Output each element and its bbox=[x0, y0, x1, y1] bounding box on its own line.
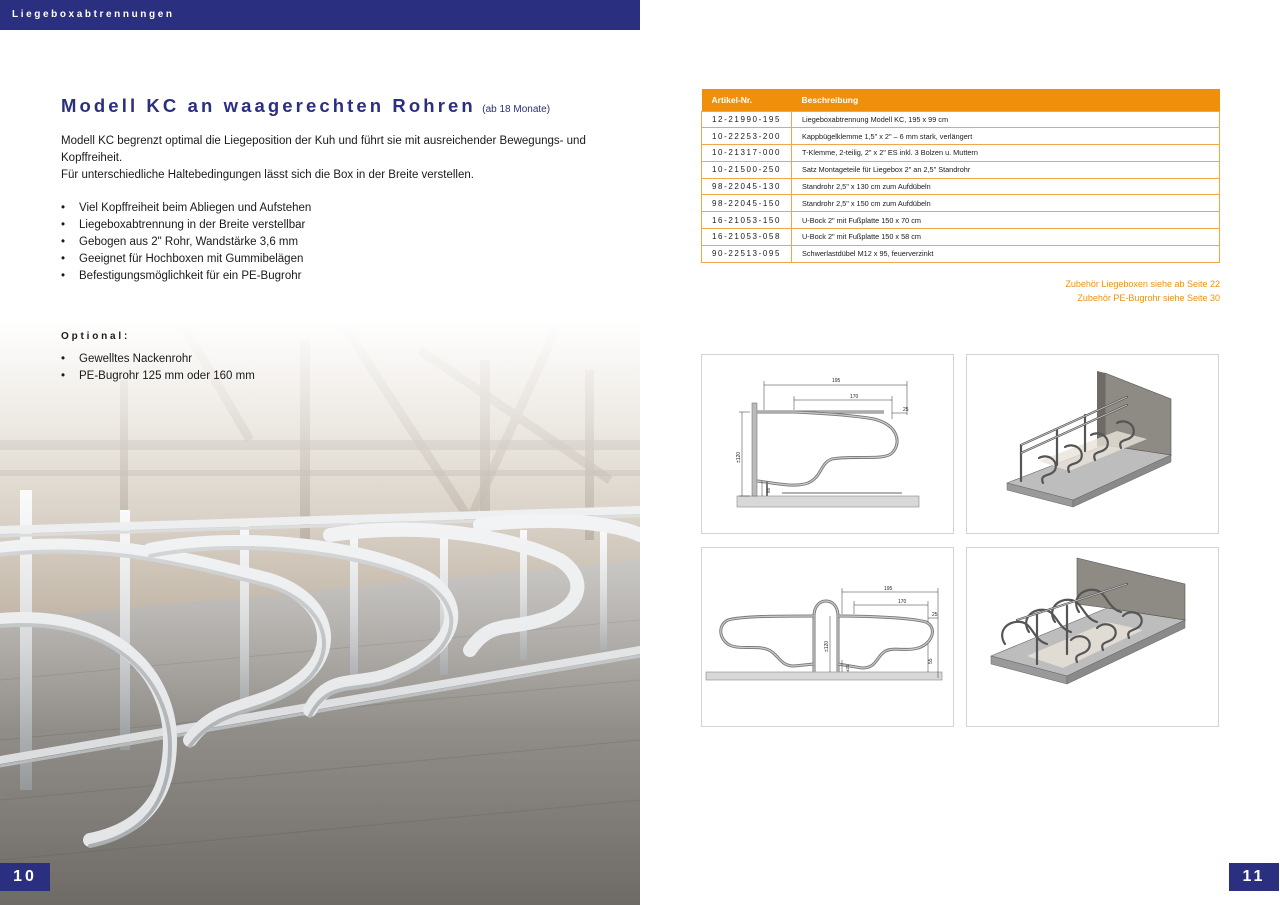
article-description: Standrohr 2,5" x 150 cm zum Aufdübeln bbox=[792, 195, 1220, 212]
article-description: U-Bock 2" mit Fußplatte 150 x 58 cm bbox=[792, 229, 1220, 246]
table-row bbox=[702, 229, 1220, 246]
article-nr: 16-21053-150 bbox=[702, 212, 792, 229]
article-nr: 10-22253-200 bbox=[702, 128, 792, 145]
article-description: U-Bock 2" mit Fußplatte 150 x 70 cm bbox=[792, 212, 1220, 229]
intro-text bbox=[61, 133, 601, 184]
table-row bbox=[702, 128, 1220, 145]
accessory-reference-liegeboxen: Zubehör Liegeboxen siehe ab Seite 22 bbox=[1065, 279, 1220, 289]
article-nr: 12-21990-195 bbox=[702, 111, 792, 128]
intro-line-1: Modell KC begrenzt optimal die Liegeposition der Kuh und führt sie mit ausreichender Bewegungs- und Kopffreiheit. bbox=[61, 135, 586, 164]
table-row bbox=[702, 145, 1220, 162]
drawing-side-view-double bbox=[701, 547, 954, 727]
intro-line-2: Für unterschiedliche Haltebedingungen lässt sich die Box in der Breite verstellen. bbox=[61, 169, 474, 181]
drawing1-dim-inner: 170 bbox=[850, 394, 859, 400]
product-title-sub: (ab 18 Monate) bbox=[482, 104, 551, 115]
page-number-right: 11 bbox=[1229, 863, 1279, 891]
article-description: Schwerlastdübel M12 x 95, feuerverzinkt bbox=[792, 245, 1220, 262]
drawing2-dim-height: ±120 bbox=[824, 640, 830, 652]
article-nr: 98-22045-130 bbox=[702, 178, 792, 195]
drawing1-dim-end: 25 bbox=[903, 407, 909, 413]
drawing2-dim-inner: 170 bbox=[898, 599, 907, 605]
drawing2-dim-end: 25 bbox=[932, 612, 938, 618]
product-title bbox=[61, 95, 550, 117]
table-row bbox=[702, 212, 1220, 229]
article-nr: 90-22513-095 bbox=[702, 245, 792, 262]
feature-item: • Befestigungsmöglichkeit für ein PE-Bugrohr bbox=[61, 268, 311, 285]
table-row bbox=[702, 178, 1220, 195]
feature-item: • Viel Kopffreiheit beim Abliegen und Aufstehen bbox=[61, 200, 311, 217]
drawing1-dim-total: 195 bbox=[832, 378, 841, 384]
optional-item: • Gewelltes Nackenrohr bbox=[61, 351, 255, 368]
product-title-main: Modell KC an waagerechten Rohren bbox=[61, 95, 476, 116]
drawing2-dim-low: ±21 bbox=[845, 664, 850, 672]
article-description: Satz Montageteile für Liegebox 2" an 2,5" Standrohr bbox=[792, 161, 1220, 178]
drawing2-dim-total: 195 bbox=[884, 586, 893, 592]
stall-photo bbox=[0, 320, 640, 905]
drawing-isometric-wall bbox=[966, 354, 1219, 534]
drawing-side-view-wall bbox=[701, 354, 954, 534]
optional-heading: Optional: bbox=[61, 331, 131, 342]
feature-item: • Liegeboxabtrennung in der Breite verstellbar bbox=[61, 217, 311, 234]
optional-item: • PE-Bugrohr 125 mm oder 160 mm bbox=[61, 368, 255, 385]
optional-list bbox=[61, 351, 255, 385]
page-number-left: 10 bbox=[0, 863, 50, 891]
article-description: Kappbügelklemme 1,5" x 2" – 6 mm stark, verlängert bbox=[792, 128, 1220, 145]
article-nr: 98-22045-150 bbox=[702, 195, 792, 212]
table-row bbox=[702, 245, 1220, 262]
feature-item: • Geeignet für Hochboxen mit Gummibelägen bbox=[61, 251, 311, 268]
article-description: Liegeboxabtrennung Modell KC, 195 x 99 cm bbox=[792, 111, 1220, 128]
article-description: T-Klemme, 2-teilig, 2" x 2" ES inkl. 3 Bolzen u. Muttern bbox=[792, 145, 1220, 162]
drawing1-dim-height: ±120 bbox=[736, 451, 742, 463]
drawing2-dim-right: 55 bbox=[928, 658, 934, 664]
article-nr: 10-21317-000 bbox=[702, 145, 792, 162]
article-nr: 10-21500-250 bbox=[702, 161, 792, 178]
table-header-row bbox=[702, 89, 1220, 111]
accessory-reference-bugrohr: Zubehör PE-Bugrohr siehe Seite 30 bbox=[1077, 293, 1220, 303]
table-row bbox=[702, 161, 1220, 178]
drawing1-dim-low: 55 bbox=[766, 487, 771, 493]
article-description: Standrohr 2,5" x 130 cm zum Aufdübeln bbox=[792, 178, 1220, 195]
table-row bbox=[702, 195, 1220, 212]
column-header-description: Beschreibung bbox=[792, 89, 1220, 111]
column-header-article-nr: Artikel-Nr. bbox=[702, 89, 792, 111]
article-table bbox=[701, 89, 1220, 263]
article-nr: 16-21053-058 bbox=[702, 229, 792, 246]
drawing-isometric-double bbox=[966, 547, 1219, 727]
section-header-bar bbox=[0, 0, 640, 30]
section-title: Liegeboxabtrennungen bbox=[12, 9, 175, 20]
feature-list bbox=[61, 200, 311, 285]
feature-item: • Gebogen aus 2" Rohr, Wandstärke 3,6 mm bbox=[61, 234, 311, 251]
table-row bbox=[702, 111, 1220, 128]
